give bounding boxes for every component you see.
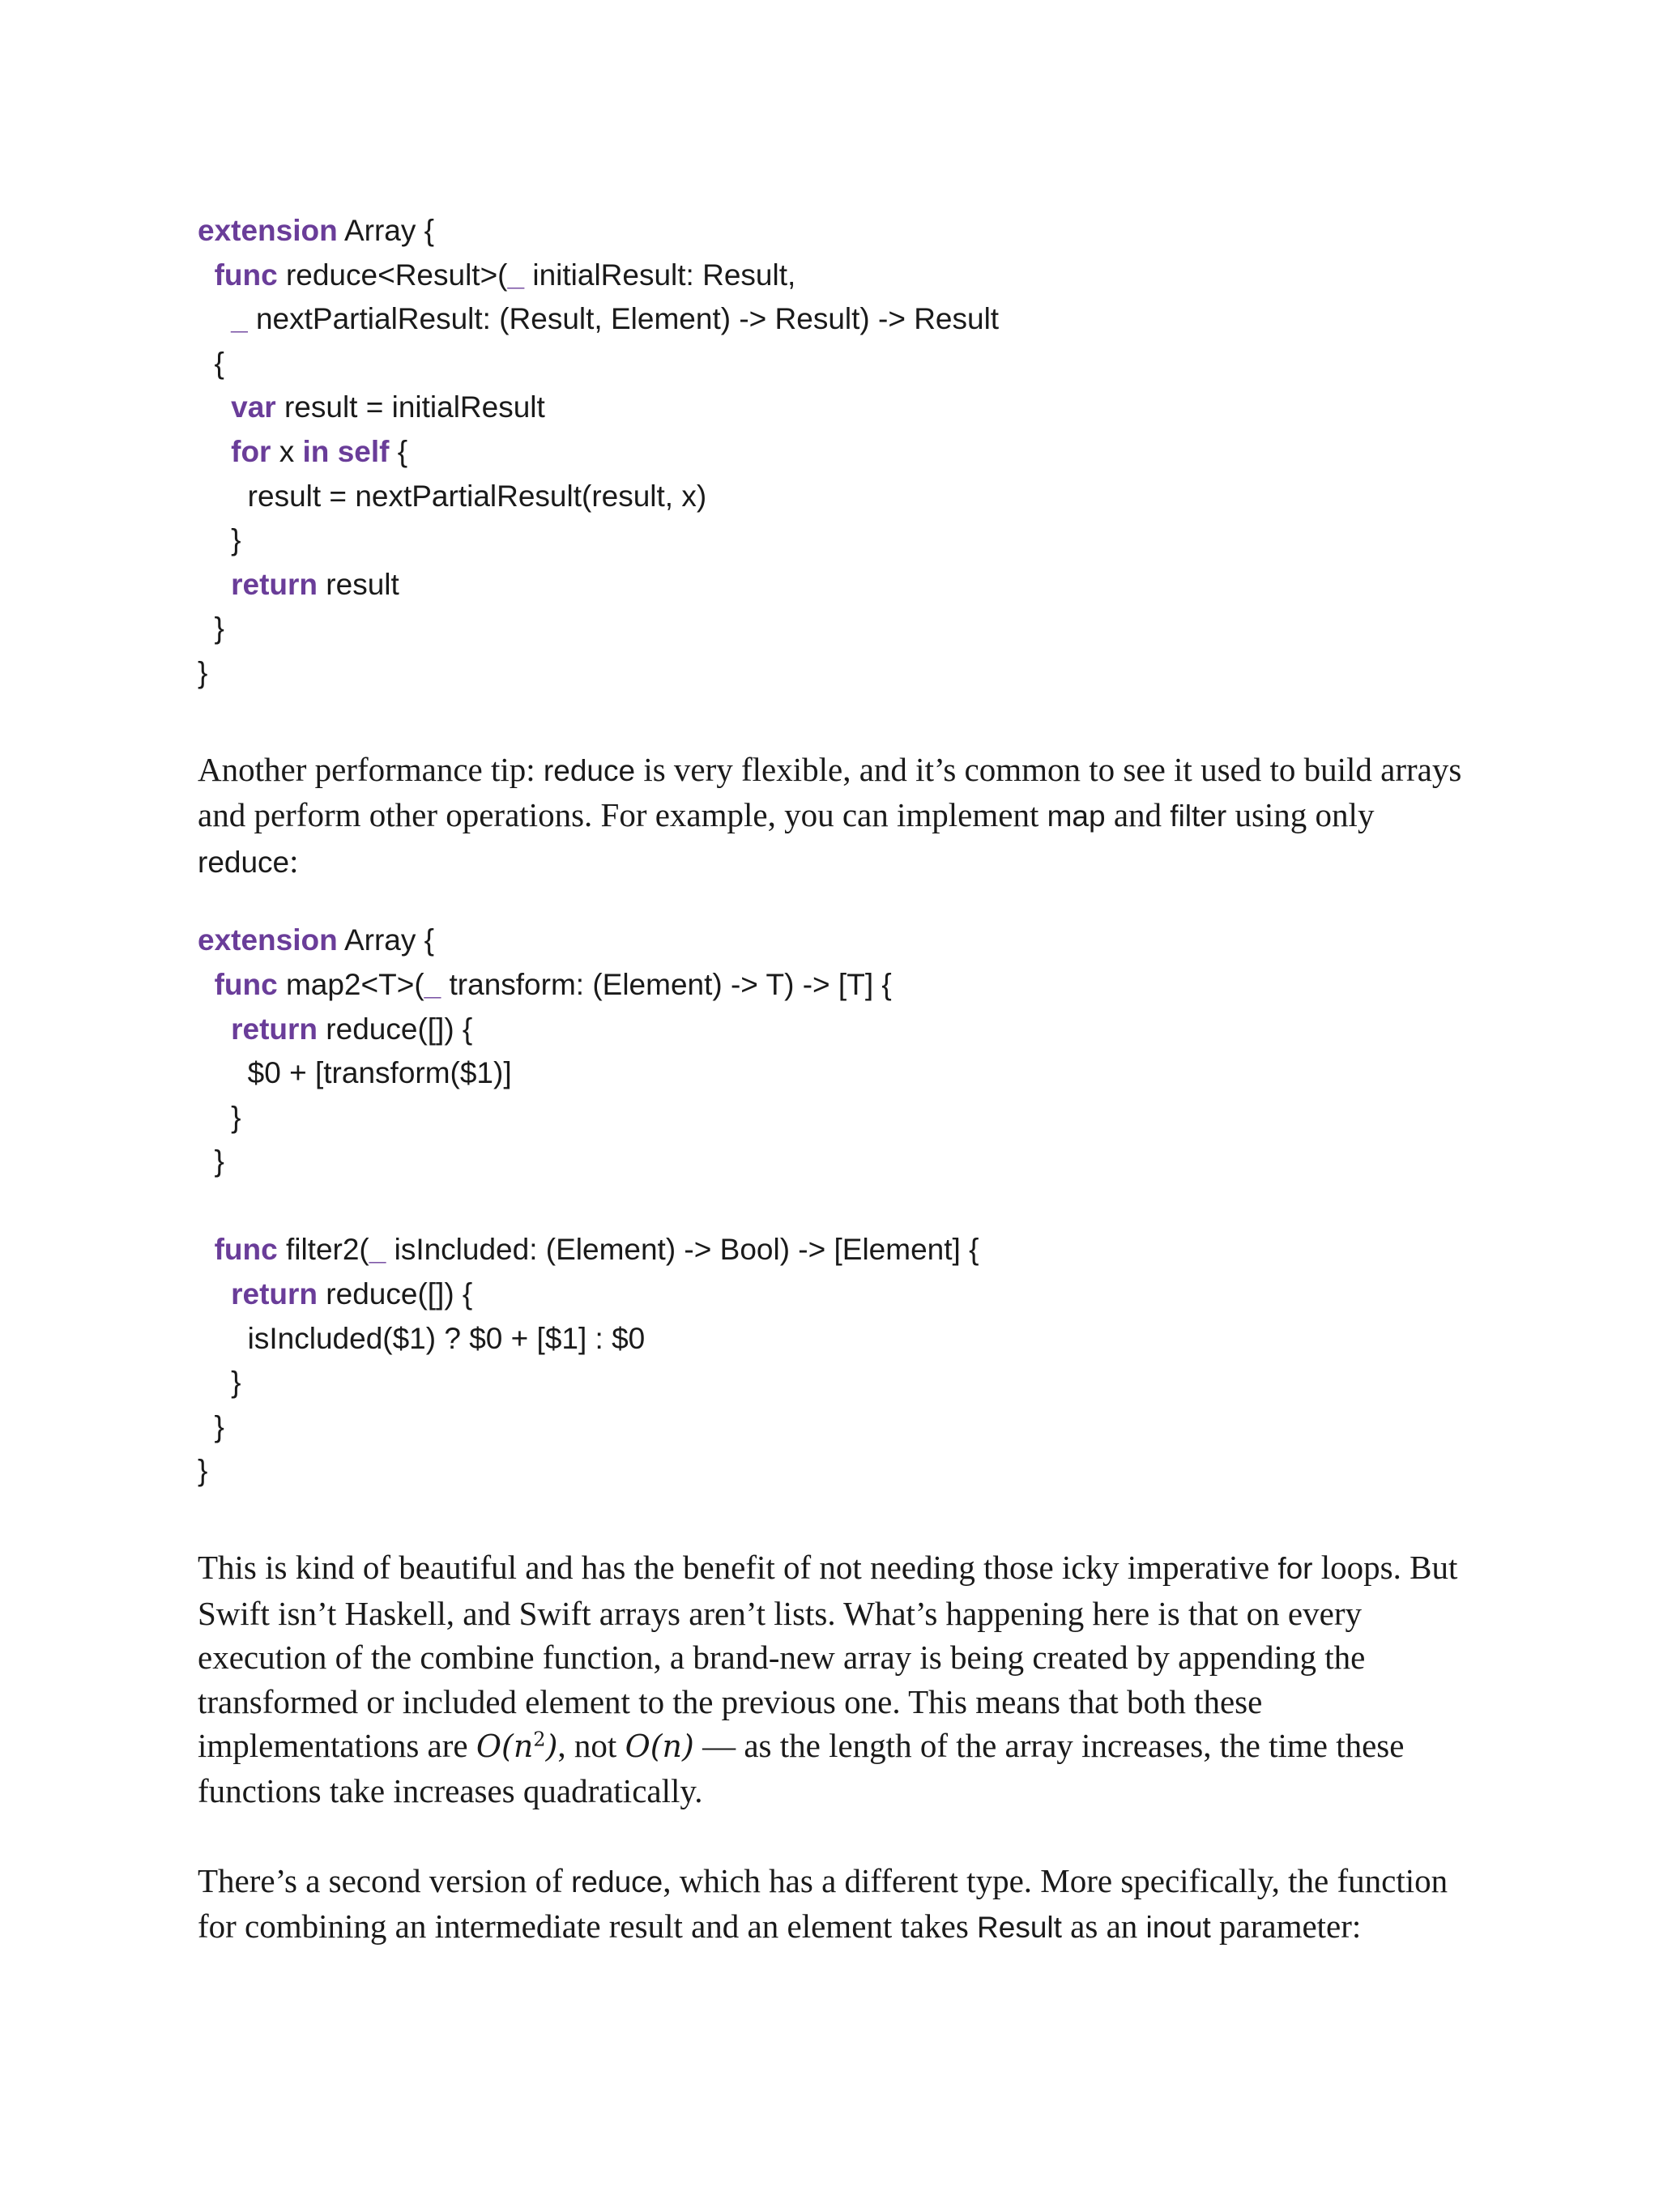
code-line [198, 607, 1478, 651]
code-keyword: extension [198, 214, 338, 247]
code-keyword: extension [198, 923, 338, 957]
inline-code: reduce [571, 1865, 663, 1899]
code-line [198, 386, 1478, 430]
code-keyword: in [302, 434, 330, 468]
code-text: } [198, 612, 224, 646]
code-text: x [271, 434, 303, 468]
code-text [198, 1012, 231, 1046]
inline-code: inout [1145, 1911, 1211, 1945]
code-text: Array { [337, 923, 434, 957]
code-text: } [198, 1409, 224, 1443]
paragraph-quadratic-complexity [198, 1545, 1478, 1813]
code-keyword: _ [424, 967, 441, 1001]
inline-code: Result [977, 1911, 1062, 1945]
code-text: { [198, 346, 224, 380]
code-line [198, 1008, 1478, 1052]
prose-text: Another performance tip: [198, 750, 544, 788]
inline-code: filter [1170, 799, 1227, 833]
prose-text: and [1105, 796, 1171, 834]
code-text: reduce([]) { [318, 1277, 473, 1311]
code-text: transform: (Element) -> T) -> [T] { [441, 967, 892, 1001]
code-keyword: self [337, 434, 390, 468]
inline-code: map [1047, 799, 1106, 833]
prose-text: There’s a second version of [198, 1861, 572, 1899]
code-text [198, 968, 215, 1001]
code-line [198, 297, 1478, 342]
code-text: result = initialResult [275, 390, 545, 424]
math-body: O(n [476, 1728, 534, 1765]
code-text [198, 258, 215, 292]
prose-text: , not [557, 1727, 625, 1765]
prose-text: : [289, 842, 299, 880]
code-line [198, 651, 1478, 696]
code-text: } [198, 655, 208, 689]
paragraph-performance-tip [198, 748, 1478, 885]
inline-code: for [1277, 1552, 1313, 1586]
math-closing: ) [545, 1728, 558, 1765]
code-keyword: _ [231, 302, 248, 336]
prose-text: — as the length of the array increases, the time these functions take increases quadratically. [198, 1727, 1405, 1809]
code-block-reduce [198, 209, 1478, 696]
book-page [198, 209, 1478, 1950]
code-line [198, 1228, 1478, 1272]
code-text: } [198, 1144, 224, 1178]
code-line [198, 563, 1478, 607]
code-keyword: return [231, 1277, 318, 1311]
prose-text: This is kind of beautiful and has the benefit of not needing those icky imperative [198, 1549, 1278, 1587]
code-keyword: func [214, 1233, 278, 1267]
code-text [329, 435, 337, 468]
code-line [198, 209, 1478, 254]
code-text: } [198, 1366, 241, 1400]
code-line [198, 1051, 1478, 1096]
code-line [198, 963, 1478, 1008]
code-keyword: return [231, 1012, 318, 1046]
prose-text: , which has a different type. More specifically, the function for combining an intermediate result and an element takes [198, 1861, 1448, 1946]
code-text: } [198, 1454, 208, 1488]
code-text: isIncluded($1) ? $0 + [$1] : $0 [198, 1321, 646, 1355]
code-line [198, 254, 1478, 298]
code-line [198, 1317, 1478, 1362]
code-keyword: var [231, 390, 276, 424]
code-line [198, 1449, 1478, 1494]
code-text: initialResult: Result, [524, 258, 796, 292]
code-text: nextPartialResult: (Result, Element) -> Result) -> Result [247, 302, 1000, 336]
code-text [198, 302, 231, 335]
prose-text: loops. But Swift isn’t Haskell, and Swift arrays aren’t lists. What’s happening here is that on every execution of the combine function, a brand-new array is being created by appending the transformed or included element to the previous one. This means that both these implementations are [198, 1549, 1458, 1765]
code-line [198, 918, 1478, 963]
code-line [198, 518, 1478, 563]
math-expression [476, 1728, 558, 1764]
prose-text: as an [1061, 1907, 1146, 1946]
code-text [198, 435, 231, 468]
prose-text: using only [1226, 796, 1375, 834]
code-text [198, 1277, 231, 1311]
code-keyword: _ [369, 1233, 386, 1267]
code-text [198, 568, 231, 601]
prose-text: is very flexible, and it’s common to see it used to build arrays and perform other operations. For example, you can implement [198, 750, 1462, 834]
code-line [198, 1405, 1478, 1450]
code-line [198, 1361, 1478, 1405]
paragraph-second-reduce [198, 1859, 1478, 1950]
code-text: filter2( [277, 1233, 369, 1267]
code-line [198, 475, 1478, 519]
code-line [198, 430, 1478, 475]
code-text: map2<T>( [277, 967, 424, 1001]
code-line [198, 1140, 1478, 1184]
code-block-map2-filter2 [198, 918, 1478, 1494]
code-keyword: for [231, 434, 271, 468]
code-text: } [198, 523, 241, 557]
code-line [198, 1272, 1478, 1317]
code-text: Array { [337, 214, 434, 247]
code-keyword: func [214, 967, 278, 1001]
code-text: isIncluded: (Element) -> Bool) -> [Element] { [386, 1233, 979, 1267]
code-line [198, 342, 1478, 386]
code-text: reduce<Result>( [277, 258, 508, 292]
inline-code: reduce [543, 753, 636, 787]
math-body: O(n) [625, 1728, 694, 1765]
code-text [198, 390, 231, 424]
math-exponent: 2 [533, 1728, 546, 1751]
prose-text: parameter: [1210, 1907, 1362, 1946]
code-text: result [318, 567, 399, 601]
code-text: } [198, 1100, 241, 1134]
code-text: $0 + [transform($1)] [198, 1056, 512, 1090]
code-text: reduce([]) { [318, 1012, 473, 1046]
code-text [198, 1233, 215, 1266]
math-expression [625, 1728, 694, 1764]
code-text: result = nextPartialResult(result, x) [198, 479, 707, 513]
code-line [198, 1096, 1478, 1140]
code-keyword: _ [507, 258, 525, 292]
code-keyword: return [231, 567, 318, 601]
inline-code: reduce [198, 845, 290, 879]
code-keyword: func [214, 258, 278, 292]
code-line [198, 1184, 1478, 1229]
code-text: { [389, 434, 408, 468]
